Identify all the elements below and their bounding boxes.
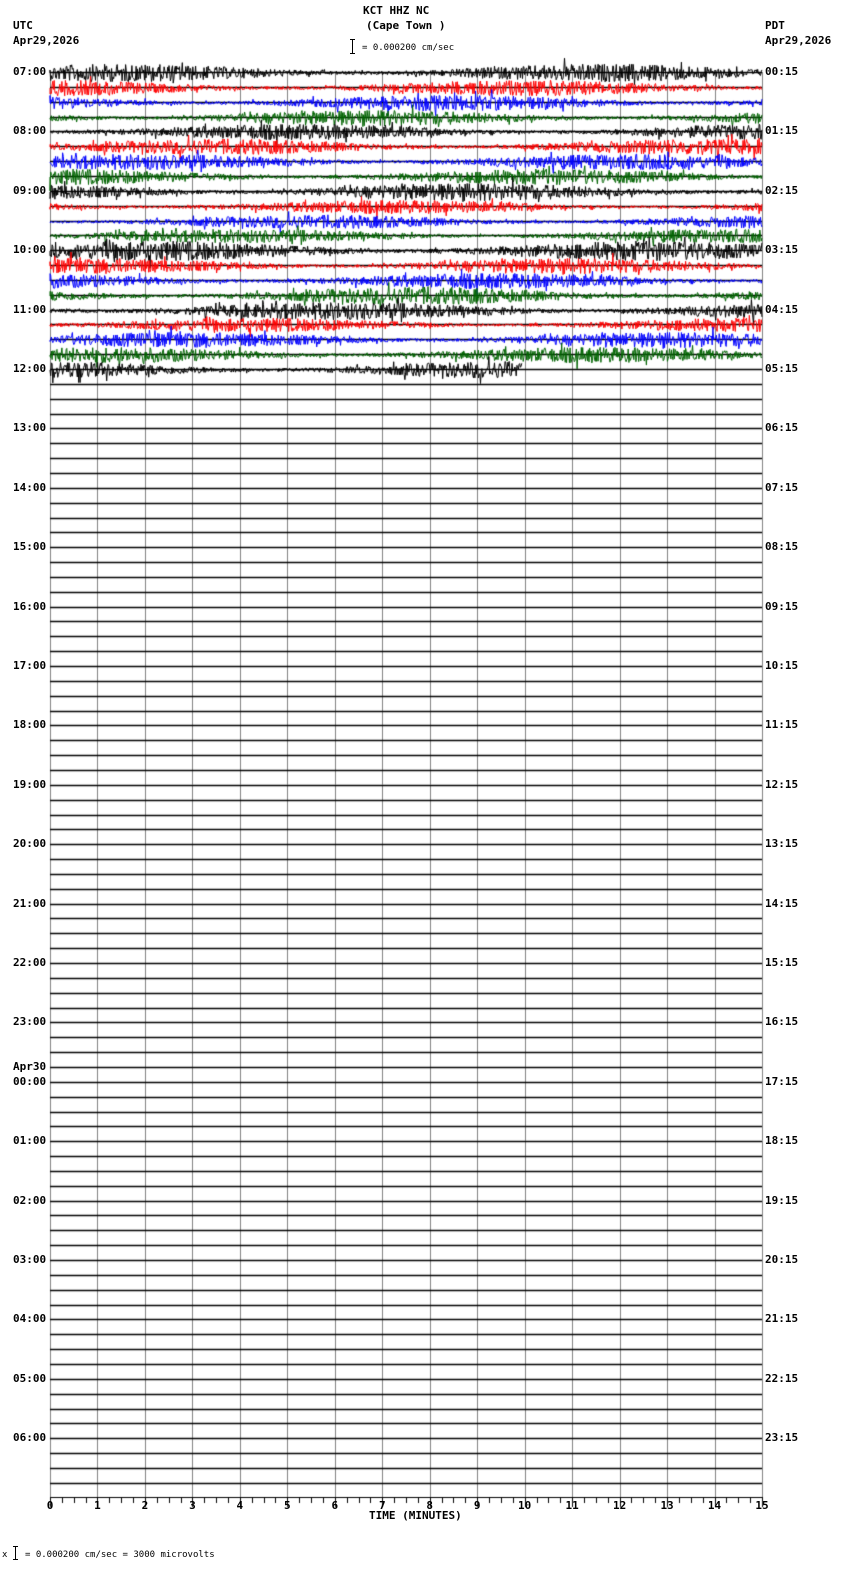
utc-hour-label: 01:00: [13, 1134, 47, 1147]
pdt-hour-label: 02:15: [765, 184, 799, 197]
utc-hour-label: 17:00: [13, 659, 47, 672]
utc-hour-label: 11:00: [13, 303, 47, 316]
pdt-hour-label: 16:15: [765, 1015, 799, 1028]
utc-hour-label: 15:00: [13, 540, 47, 553]
footer-marker: x: [2, 1550, 8, 1560]
pdt-hour-label: 22:15: [765, 1372, 799, 1385]
pdt-hour-label: 17:15: [765, 1075, 799, 1088]
pdt-hour-label: 13:15: [765, 837, 799, 850]
pdt-hour-label: 12:15: [765, 778, 799, 791]
utc-hour-label: 23:00: [13, 1015, 47, 1028]
x-tick-label: 3: [189, 1499, 196, 1512]
footer-scale-label: = 0.000200 cm/sec = 3000 microvolts: [25, 1550, 215, 1560]
pdt-hour-label: 19:15: [765, 1194, 799, 1207]
pdt-hour-label: 20:15: [765, 1253, 799, 1266]
x-tick-label: 11: [565, 1499, 579, 1512]
utc-hour-label: 13:00: [13, 421, 47, 434]
utc-hour-label: 16:00: [13, 600, 47, 613]
x-tick-label: 5: [284, 1499, 291, 1512]
pdt-hour-label: 04:15: [765, 303, 799, 316]
footer-scale-bar-icon: [15, 1546, 16, 1560]
utc-hour-label: 07:00: [13, 65, 47, 78]
pdt-hour-label: 11:15: [765, 718, 799, 731]
x-tick-label: 12: [612, 1499, 627, 1512]
pdt-hour-label: 00:15: [765, 65, 799, 78]
x-tick-label: 15: [755, 1499, 769, 1512]
x-tick-label: 0: [46, 1499, 54, 1512]
pdt-hour-label: 15:15: [765, 956, 799, 969]
date-change-label: Apr30: [13, 1060, 47, 1073]
pdt-hour-label: 23:15: [765, 1431, 799, 1444]
utc-hour-label: 02:00: [13, 1194, 47, 1207]
pdt-hour-label: 10:15: [765, 659, 799, 672]
x-axis-label: TIME (MINUTES): [369, 1509, 462, 1522]
pdt-hour-label: 03:15: [765, 243, 799, 256]
utc-hour-label: 08:00: [13, 124, 47, 137]
utc-hour-label: 06:00: [13, 1431, 47, 1444]
pdt-hour-label: 05:15: [765, 362, 799, 375]
x-tick-label: 4: [236, 1499, 244, 1512]
utc-hour-label: 03:00: [13, 1253, 47, 1266]
x-tick-label: 8: [426, 1499, 434, 1512]
x-tick-label: 14: [707, 1499, 722, 1512]
utc-hour-label: 10:00: [13, 243, 47, 256]
x-tick-label: 13: [660, 1499, 674, 1512]
utc-hour-label: 20:00: [13, 837, 47, 850]
utc-hour-label: 19:00: [13, 778, 47, 791]
utc-hour-label: 18:00: [13, 718, 47, 731]
utc-hour-label: 12:00: [13, 362, 47, 375]
x-tick-label: 6: [331, 1499, 339, 1512]
utc-hour-label: 05:00: [13, 1372, 47, 1385]
pdt-hour-label: 21:15: [765, 1312, 799, 1325]
utc-hour-label: 04:00: [13, 1312, 47, 1325]
x-tick-label: 1: [94, 1499, 101, 1512]
x-tick-label: 2: [141, 1499, 149, 1512]
pdt-hour-label: 08:15: [765, 540, 799, 553]
utc-hour-label: 00:00: [13, 1075, 47, 1088]
pdt-hour-label: 07:15: [765, 481, 799, 494]
utc-hour-label: 22:00: [13, 956, 47, 969]
pdt-hour-label: 18:15: [765, 1134, 799, 1147]
utc-hour-label: 14:00: [13, 481, 47, 494]
x-tick-label: 7: [378, 1499, 386, 1512]
x-tick-label: 10: [518, 1499, 532, 1512]
pdt-hour-label: 01:15: [765, 124, 799, 137]
pdt-hour-label: 06:15: [765, 421, 799, 434]
pdt-hour-label: 14:15: [765, 897, 799, 910]
pdt-hour-label: 09:15: [765, 600, 799, 613]
x-tick-label: 9: [473, 1499, 481, 1512]
utc-hour-label: 21:00: [13, 897, 47, 910]
utc-hour-label: 09:00: [13, 184, 47, 197]
